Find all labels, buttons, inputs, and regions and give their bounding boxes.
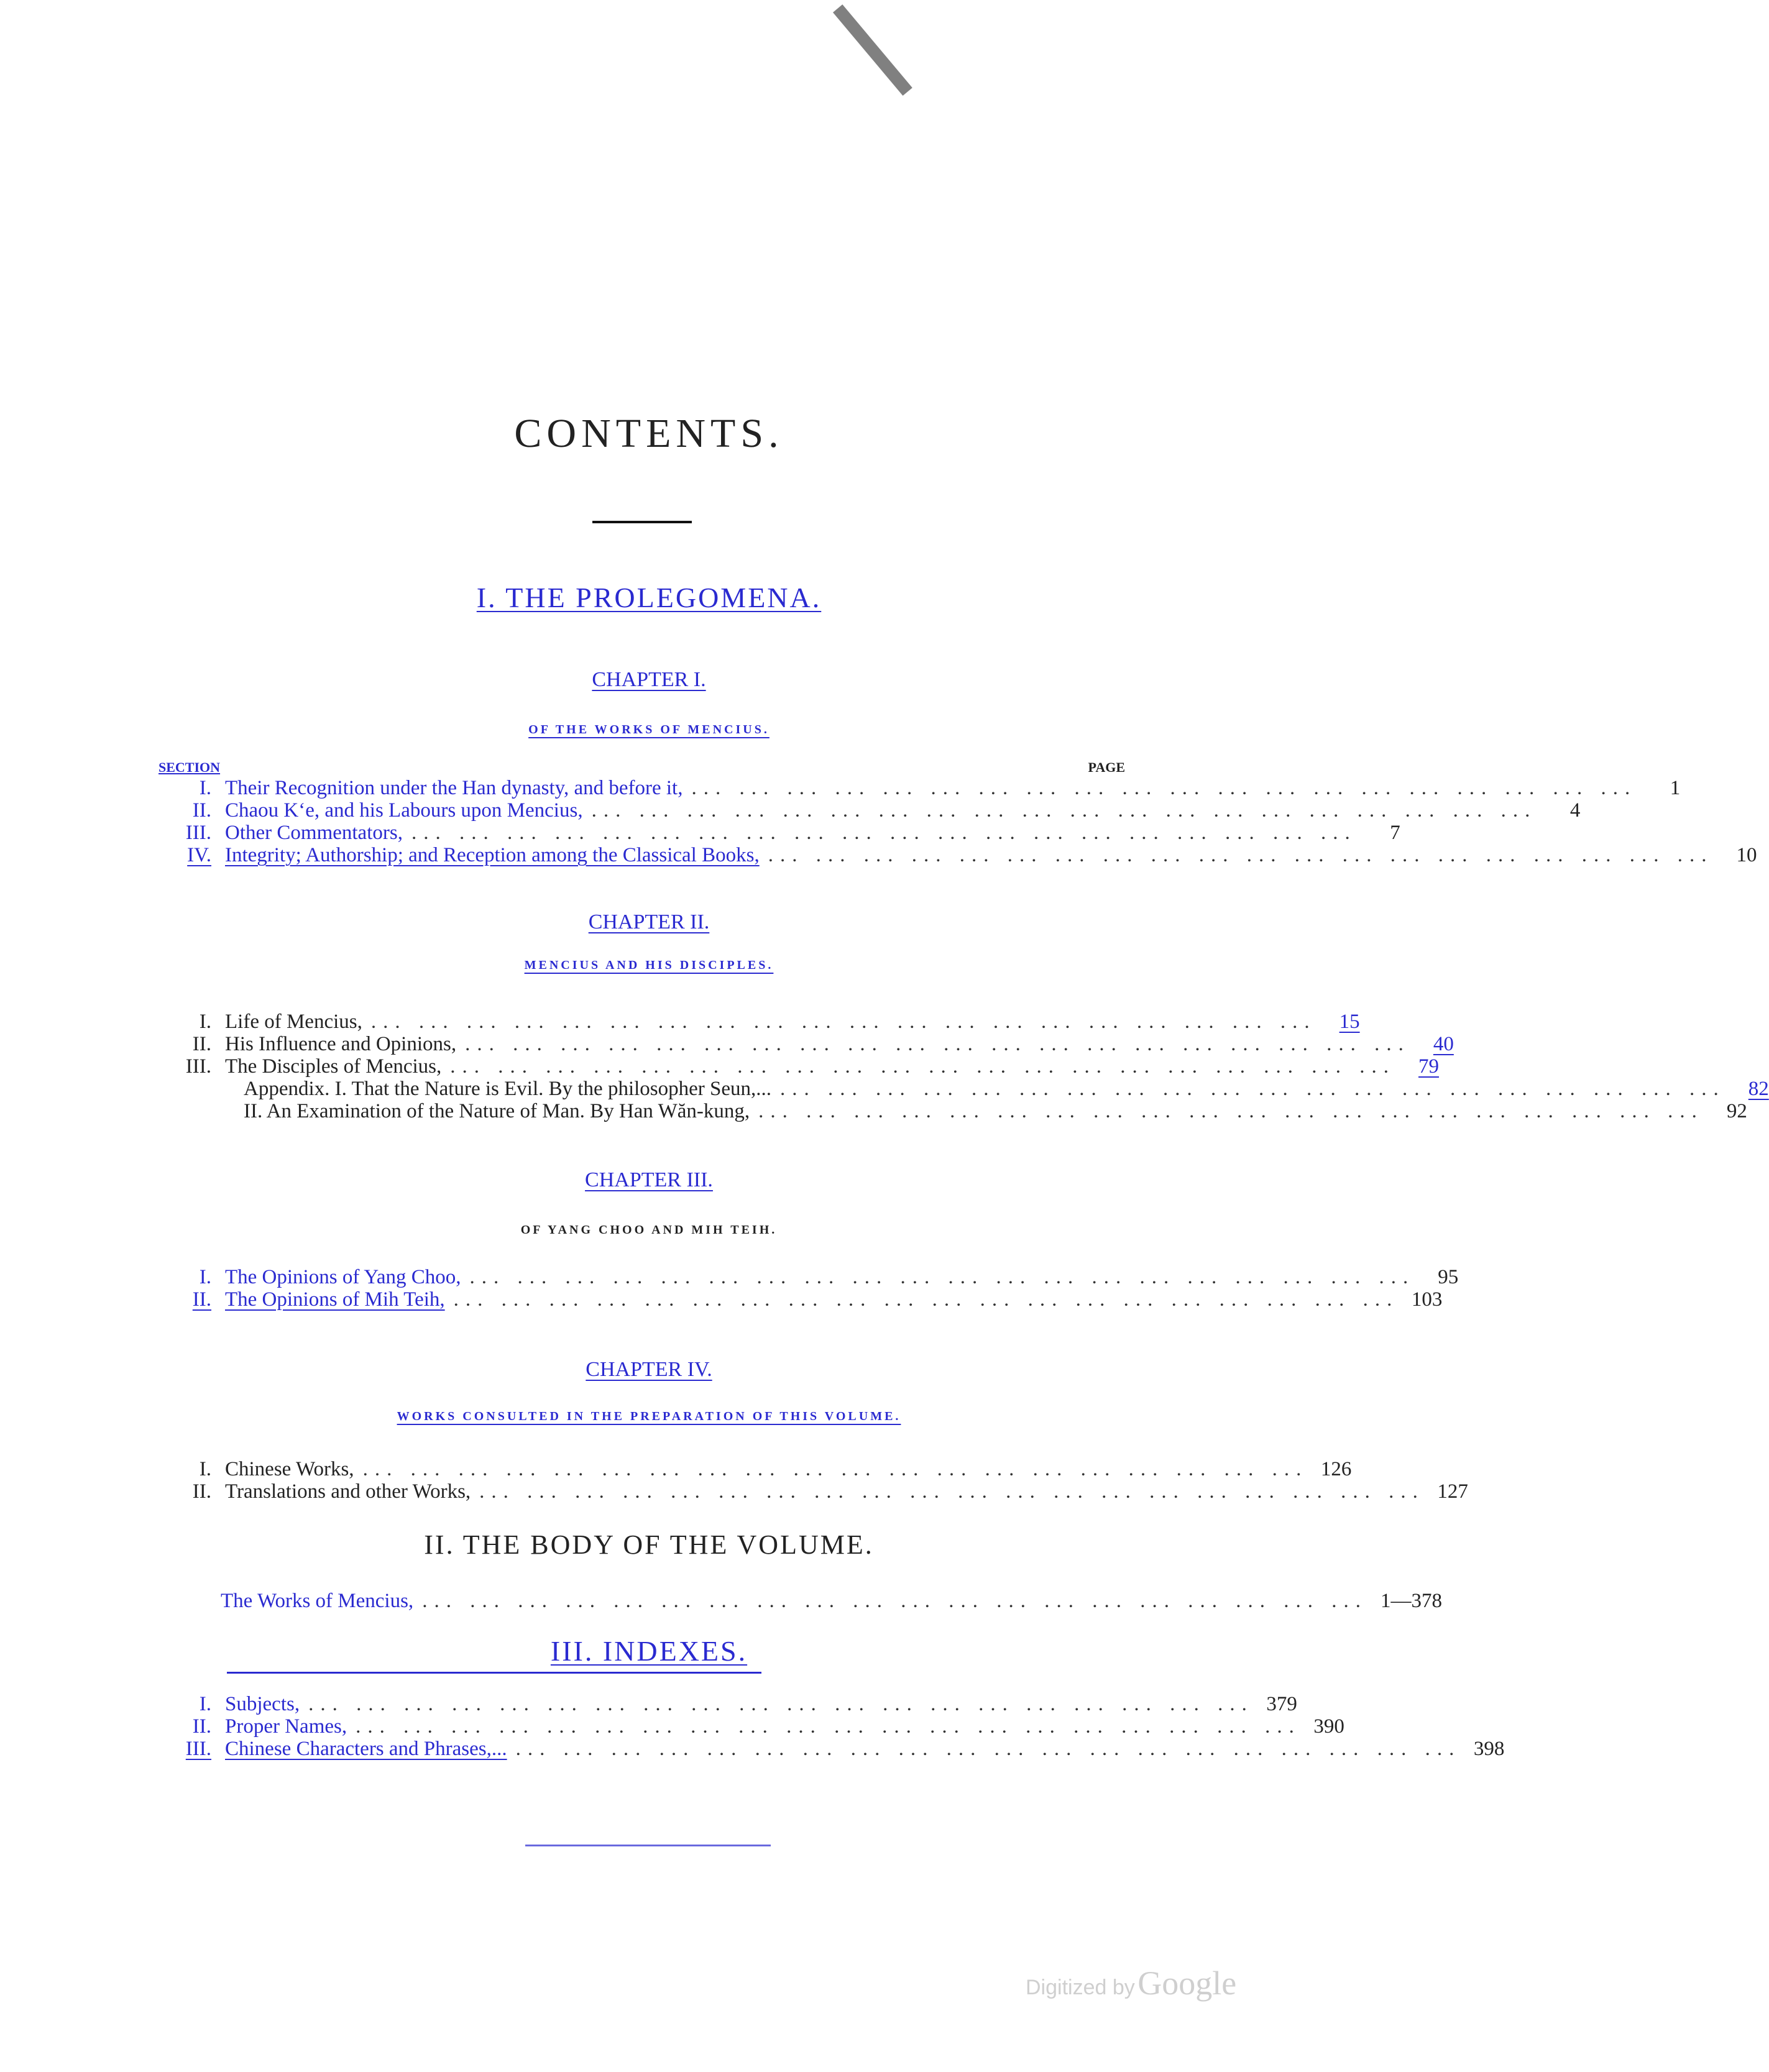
part-three-heading[interactable]: III. INDEXES. xyxy=(550,1635,748,1667)
part-one-heading[interactable]: I. THE PROLEGOMENA. xyxy=(476,582,822,613)
toc-row: II. His Influence and Opinions, ... ... ... ... ... ... ... ... ... ... ... ... ... ... ... ... ... ... ... ... 40 xyxy=(192,1033,1454,1055)
page-title: CONTENTS. xyxy=(514,411,784,456)
toc-row[interactable]: II. Chaou K‘e, and his Labours upon Mencius, ... ... ... ... ... ... ... ... ... ... ... ... ... ... ... ... ... ... ... ... 4 xyxy=(192,799,1581,822)
chapter-two-subtitle[interactable]: MENCIUS AND HIS DISCIPLES. xyxy=(524,958,774,972)
page-link[interactable]: 15 xyxy=(1339,1011,1360,1033)
scan-scratch-mark xyxy=(833,4,912,96)
chapter-two-label[interactable]: CHAPTER II. xyxy=(588,910,710,933)
toc-row[interactable]: IV. Integrity; Authorship; and Reception among the Classical Books, ... ... ... ... ... ... ... ... ... ... ... ... ... ... ... ... ... ... ... ... 10 xyxy=(187,844,1757,866)
page-link[interactable]: 79 xyxy=(1418,1055,1440,1078)
toc-row: Appendix. I. That the Nature is Evil. By the philosopher Seun,... ... ... ... ... ... ... ... ... ... ... ... ... ... ... ... ... ... ... ... ... 82 xyxy=(244,1078,1769,1100)
toc-row: II. Translations and other Works, ... ... ... ... ... ... ... ... ... ... ... ... ... ... ... ... ... ... ... ... 127 xyxy=(192,1480,1468,1503)
page-link[interactable]: 82 xyxy=(1748,1078,1769,1100)
chapter-three-subtitle: OF YANG CHOO AND MIH TEIH. xyxy=(520,1223,778,1237)
chapter-three-label[interactable]: CHAPTER III. xyxy=(585,1168,713,1191)
chapter-four-label[interactable]: CHAPTER IV. xyxy=(586,1358,712,1381)
chapter-four-subtitle[interactable]: WORKS CONSULTED IN THE PREPARATION OF THIS VOLUME. xyxy=(397,1410,901,1423)
part-two-heading: II. THE BODY OF THE VOLUME. xyxy=(424,1529,874,1560)
toc-row[interactable]: I. Their Recognition under the Han dynasty, and before it, ... ... ... ... ... ... ... ... ... ... ... ... ... ... ... ... ... ... ... ... 1 xyxy=(199,777,1681,799)
toc-row[interactable]: III. Other Commentators, ... ... ... ... ... ... ... ... ... ... ... ... ... ... ... ... ... ... ... ... 7 xyxy=(185,822,1400,844)
toc-row: III. The Disciples of Mencius, ... ... ... ... ... ... ... ... ... ... ... ... ... ... ... ... ... ... ... ... 79 xyxy=(185,1055,1440,1078)
page-column-label: PAGE xyxy=(1088,759,1125,775)
toc-row[interactable]: The Works of Mencius, ... ... ... ... ... ... ... ... ... ... ... ... ... ... ... ... ... ... ... ... 1—378 xyxy=(221,1590,1442,1612)
toc-row[interactable]: III. Chinese Characters and Phrases,... ... ... ... ... ... ... ... ... ... ... ... ... ... ... ... ... ... ... ... ... 398 xyxy=(185,1738,1505,1760)
toc-row: II. An Examination of the Nature of Man. By Han Wăn-kung, ... ... ... ... ... ... ... ... ... ... ... ... ... ... ... ... ... ... ... ... 92 xyxy=(244,1100,1747,1122)
digitized-by-google-watermark: Digitized by Google xyxy=(1026,1964,1237,2002)
toc-row[interactable]: I. Subjects, ... ... ... ... ... ... ... ... ... ... ... ... ... ... ... ... ... ... ... ... 379 xyxy=(199,1693,1297,1715)
toc-row[interactable]: II. The Opinions of Mih Teih, ... ... ... ... ... ... ... ... ... ... ... ... ... ... ... ... ... ... ... ... 103 xyxy=(192,1288,1443,1311)
page-link[interactable]: 40 xyxy=(1433,1033,1454,1055)
toc-row: I. Life of Mencius, ... ... ... ... ... ... ... ... ... ... ... ... ... ... ... ... ... ... ... ... 15 xyxy=(199,1011,1360,1033)
toc-row[interactable]: I. The Opinions of Yang Choo, ... ... ... ... ... ... ... ... ... ... ... ... ... ... ... ... ... ... ... ... 95 xyxy=(199,1266,1459,1288)
toc-row[interactable]: II. Proper Names, ... ... ... ... ... ... ... ... ... ... ... ... ... ... ... ... ... ... ... ... 390 xyxy=(192,1715,1344,1738)
part-three-rule xyxy=(227,1672,761,1674)
chapter-one-label[interactable]: CHAPTER I. xyxy=(592,668,706,691)
section-column-label: SECTION xyxy=(159,759,221,775)
title-rule xyxy=(592,521,692,523)
chapter-one-subtitle[interactable]: OF THE WORKS OF MENCIUS. xyxy=(528,723,770,736)
toc-row: I. Chinese Works, ... ... ... ... ... ... ... ... ... ... ... ... ... ... ... ... ... ... ... ... 126 xyxy=(199,1458,1352,1480)
closing-rule xyxy=(525,1845,771,1846)
